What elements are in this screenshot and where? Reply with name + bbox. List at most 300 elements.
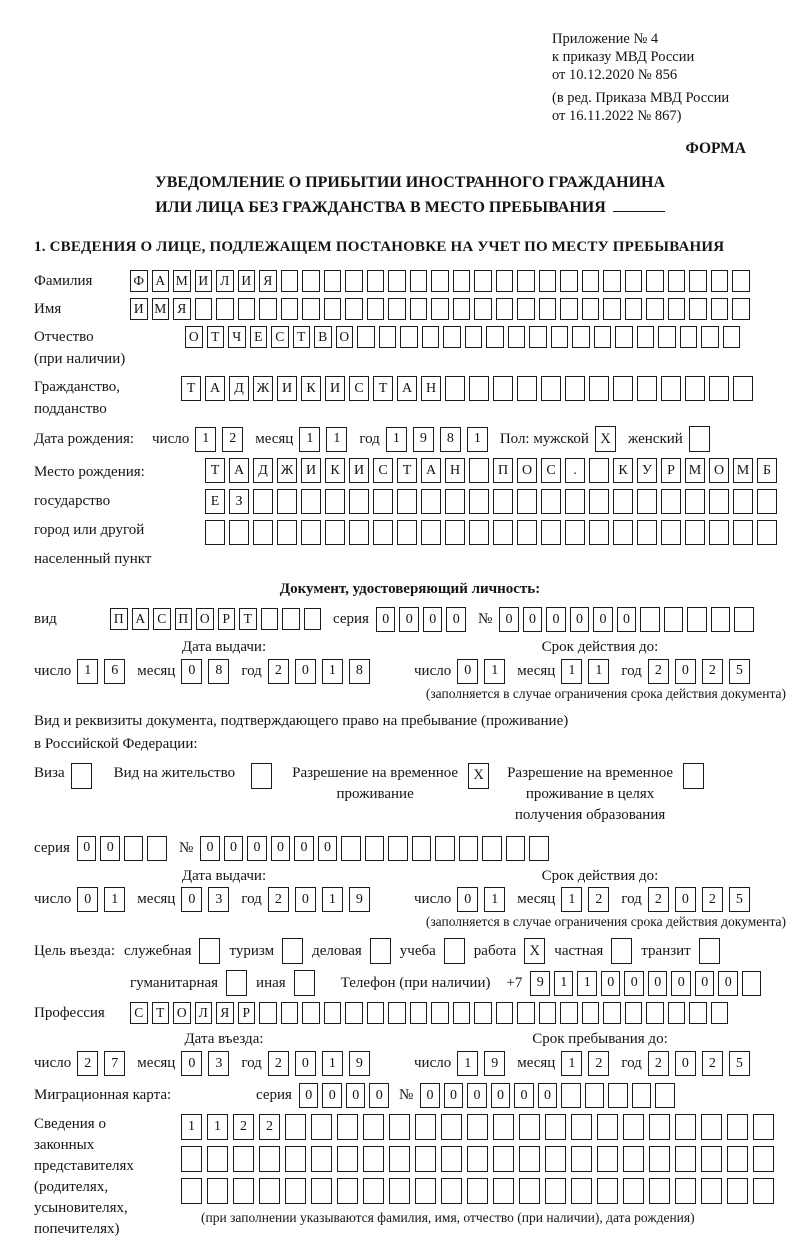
char-cell[interactable] (613, 520, 633, 545)
char-cell[interactable]: 0 (648, 971, 668, 996)
char-cell[interactable]: А (229, 458, 249, 483)
char-cell[interactable] (541, 489, 561, 514)
passport-issue-day-cells[interactable] (77, 659, 125, 684)
char-cell[interactable]: 0 (271, 836, 291, 861)
char-cell[interactable]: Е (205, 489, 225, 514)
char-cell[interactable] (711, 298, 729, 320)
char-cell[interactable] (753, 1146, 774, 1172)
char-cell[interactable]: Т (397, 458, 417, 483)
char-cell[interactable]: 0 (514, 1083, 534, 1108)
char-cell[interactable] (443, 326, 461, 348)
char-cell[interactable] (493, 489, 513, 514)
char-cell[interactable] (668, 1002, 686, 1024)
char-cell[interactable] (637, 520, 657, 545)
char-cell[interactable] (431, 298, 449, 320)
char-cell[interactable] (397, 489, 417, 514)
char-cell[interactable]: Ж (277, 458, 297, 483)
char-cell[interactable] (675, 1114, 696, 1140)
birth-day-cells[interactable] (195, 427, 243, 452)
char-cell[interactable] (467, 1146, 488, 1172)
char-cell[interactable] (261, 608, 279, 630)
char-cell[interactable]: 9 (349, 887, 370, 912)
char-cell[interactable] (431, 1002, 449, 1024)
char-cell[interactable] (632, 1083, 652, 1108)
char-cell[interactable] (259, 1178, 280, 1204)
char-cell[interactable]: С (373, 458, 393, 483)
char-cell[interactable]: А (421, 458, 441, 483)
char-cell[interactable] (582, 298, 600, 320)
char-cell[interactable]: 0 (346, 1083, 366, 1108)
char-cell[interactable] (493, 520, 513, 545)
char-cell[interactable] (324, 298, 342, 320)
char-cell[interactable] (282, 608, 300, 630)
char-cell[interactable] (285, 1178, 306, 1204)
char-cell[interactable] (345, 270, 363, 292)
male-checkbox[interactable]: X (595, 426, 616, 452)
char-cell[interactable]: 0 (376, 607, 396, 632)
char-cell[interactable] (474, 1002, 492, 1024)
char-cell[interactable] (389, 1114, 410, 1140)
char-cell[interactable]: 1 (467, 427, 488, 452)
char-cell[interactable] (753, 1178, 774, 1204)
char-cell[interactable]: Т (239, 608, 257, 630)
char-cell[interactable] (589, 489, 609, 514)
char-cell[interactable] (441, 1178, 462, 1204)
passport-seriya-cells[interactable] (376, 607, 466, 632)
char-cell[interactable]: 8 (349, 659, 370, 684)
char-cell[interactable]: 2 (648, 887, 669, 912)
char-cell[interactable] (469, 458, 489, 483)
char-cell[interactable] (594, 326, 612, 348)
purpose-turizm-checkbox[interactable] (282, 938, 303, 964)
char-cell[interactable]: 0 (675, 659, 696, 684)
char-cell[interactable]: К (325, 458, 345, 483)
char-cell[interactable]: М (685, 458, 705, 483)
char-cell[interactable] (233, 1178, 254, 1204)
char-cell[interactable]: Т (373, 376, 393, 401)
char-cell[interactable] (301, 520, 321, 545)
char-cell[interactable] (517, 270, 535, 292)
char-cell[interactable] (469, 520, 489, 545)
char-cell[interactable] (603, 298, 621, 320)
char-cell[interactable]: Т (205, 458, 225, 483)
char-cell[interactable]: 0 (247, 836, 267, 861)
char-cell[interactable] (689, 1002, 707, 1024)
char-cell[interactable] (325, 489, 345, 514)
birthplace-row3-cells[interactable] (205, 520, 777, 545)
char-cell[interactable] (415, 1178, 436, 1204)
char-cell[interactable]: 1 (104, 887, 125, 912)
char-cell[interactable] (757, 520, 777, 545)
char-cell[interactable]: С (271, 326, 289, 348)
representatives-row3-cells[interactable] (181, 1178, 774, 1204)
char-cell[interactable] (435, 836, 455, 861)
char-cell[interactable]: 0 (77, 836, 97, 861)
char-cell[interactable] (519, 1114, 540, 1140)
char-cell[interactable] (560, 1002, 578, 1024)
char-cell[interactable]: Т (181, 376, 201, 401)
char-cell[interactable] (519, 1178, 540, 1204)
char-cell[interactable]: И (277, 376, 297, 401)
char-cell[interactable] (585, 1083, 605, 1108)
birthplace-row2-cells[interactable] (205, 489, 777, 514)
char-cell[interactable] (410, 270, 428, 292)
char-cell[interactable] (365, 836, 385, 861)
char-cell[interactable] (589, 520, 609, 545)
char-cell[interactable]: 6 (104, 659, 125, 684)
char-cell[interactable] (661, 520, 681, 545)
char-cell[interactable] (301, 489, 321, 514)
char-cell[interactable] (675, 1146, 696, 1172)
char-cell[interactable] (304, 608, 322, 630)
char-cell[interactable]: 2 (702, 659, 723, 684)
char-cell[interactable]: 5 (729, 1051, 750, 1076)
char-cell[interactable] (711, 1002, 729, 1024)
char-cell[interactable] (388, 270, 406, 292)
char-cell[interactable]: У (637, 458, 657, 483)
rvp-seriya-cells[interactable] (77, 836, 167, 861)
char-cell[interactable] (311, 1178, 332, 1204)
char-cell[interactable] (565, 489, 585, 514)
char-cell[interactable] (397, 520, 417, 545)
char-cell[interactable]: О (196, 608, 214, 630)
char-cell[interactable]: 2 (259, 1114, 280, 1140)
char-cell[interactable]: 0 (181, 659, 202, 684)
char-cell[interactable] (561, 1083, 581, 1108)
char-cell[interactable] (689, 270, 707, 292)
char-cell[interactable] (474, 298, 492, 320)
purpose-rabota-checkbox[interactable]: X (524, 938, 545, 964)
passport-number-cells[interactable] (499, 607, 754, 632)
char-cell[interactable] (496, 298, 514, 320)
char-cell[interactable] (732, 298, 750, 320)
char-cell[interactable] (560, 298, 578, 320)
char-cell[interactable] (388, 298, 406, 320)
char-cell[interactable]: 9 (484, 1051, 505, 1076)
rvp-valid-month-cells[interactable] (561, 887, 609, 912)
char-cell[interactable]: 9 (530, 971, 550, 996)
char-cell[interactable]: И (301, 458, 321, 483)
char-cell[interactable]: 0 (399, 607, 419, 632)
birthplace-row1-cells[interactable] (205, 458, 777, 483)
char-cell[interactable] (640, 607, 660, 632)
char-cell[interactable] (493, 376, 513, 401)
char-cell[interactable] (195, 298, 213, 320)
char-cell[interactable]: 3 (208, 887, 229, 912)
char-cell[interactable] (661, 376, 681, 401)
char-cell[interactable] (637, 376, 657, 401)
char-cell[interactable] (727, 1114, 748, 1140)
char-cell[interactable] (685, 376, 705, 401)
char-cell[interactable]: 8 (440, 427, 461, 452)
char-cell[interactable] (469, 489, 489, 514)
char-cell[interactable]: 1 (561, 887, 582, 912)
char-cell[interactable]: А (132, 608, 150, 630)
char-cell[interactable] (709, 520, 729, 545)
char-cell[interactable]: 0 (423, 607, 443, 632)
char-cell[interactable]: 0 (446, 607, 466, 632)
char-cell[interactable]: В (314, 326, 332, 348)
char-cell[interactable] (253, 489, 273, 514)
char-cell[interactable] (675, 1178, 696, 1204)
passport-valid-day-cells[interactable] (457, 659, 505, 684)
birth-year-cells[interactable] (386, 427, 488, 452)
char-cell[interactable]: Ч (228, 326, 246, 348)
char-cell[interactable] (345, 298, 363, 320)
char-cell[interactable]: 2 (648, 1051, 669, 1076)
char-cell[interactable]: 2 (702, 1051, 723, 1076)
char-cell[interactable] (400, 326, 418, 348)
char-cell[interactable]: 1 (322, 1051, 343, 1076)
char-cell[interactable]: Р (661, 458, 681, 483)
char-cell[interactable]: 3 (208, 1051, 229, 1076)
char-cell[interactable] (668, 298, 686, 320)
char-cell[interactable] (589, 458, 609, 483)
char-cell[interactable] (603, 1002, 621, 1024)
char-cell[interactable] (325, 520, 345, 545)
char-cell[interactable] (668, 270, 686, 292)
char-cell[interactable] (324, 1002, 342, 1024)
char-cell[interactable]: Я (173, 298, 191, 320)
char-cell[interactable] (259, 1002, 277, 1024)
stay-year-cells[interactable] (648, 1051, 750, 1076)
char-cell[interactable] (389, 1178, 410, 1204)
char-cell[interactable] (324, 270, 342, 292)
char-cell[interactable] (229, 520, 249, 545)
char-cell[interactable]: 2 (702, 887, 723, 912)
char-cell[interactable]: 0 (491, 1083, 511, 1108)
char-cell[interactable] (529, 326, 547, 348)
char-cell[interactable]: 0 (718, 971, 738, 996)
entry-year-cells[interactable] (268, 1051, 370, 1076)
char-cell[interactable]: 1 (77, 659, 98, 684)
char-cell[interactable]: М (152, 298, 170, 320)
char-cell[interactable] (649, 1114, 670, 1140)
rvp-number-cells[interactable] (200, 836, 549, 861)
char-cell[interactable] (277, 489, 297, 514)
char-cell[interactable]: Р (218, 608, 236, 630)
char-cell[interactable]: 0 (444, 1083, 464, 1108)
char-cell[interactable] (431, 270, 449, 292)
char-cell[interactable]: К (301, 376, 321, 401)
char-cell[interactable]: Д (253, 458, 273, 483)
char-cell[interactable]: 1 (299, 427, 320, 452)
char-cell[interactable] (589, 376, 609, 401)
char-cell[interactable] (281, 270, 299, 292)
char-cell[interactable]: 0 (299, 1083, 319, 1108)
char-cell[interactable] (367, 270, 385, 292)
char-cell[interactable]: 0 (181, 1051, 202, 1076)
char-cell[interactable] (465, 326, 483, 348)
char-cell[interactable] (517, 520, 537, 545)
char-cell[interactable]: А (152, 270, 170, 292)
char-cell[interactable] (259, 1146, 280, 1172)
char-cell[interactable]: 2 (268, 887, 289, 912)
char-cell[interactable] (496, 270, 514, 292)
char-cell[interactable] (623, 1114, 644, 1140)
char-cell[interactable] (701, 326, 719, 348)
char-cell[interactable]: 0 (420, 1083, 440, 1108)
char-cell[interactable] (572, 326, 590, 348)
char-cell[interactable] (373, 489, 393, 514)
char-cell[interactable] (539, 298, 557, 320)
char-cell[interactable] (723, 326, 741, 348)
char-cell[interactable]: 0 (546, 607, 566, 632)
char-cell[interactable] (388, 836, 408, 861)
char-cell[interactable] (551, 326, 569, 348)
char-cell[interactable] (311, 1146, 332, 1172)
char-cell[interactable]: 9 (413, 427, 434, 452)
char-cell[interactable]: М (733, 458, 753, 483)
char-cell[interactable]: 0 (295, 887, 316, 912)
char-cell[interactable] (541, 520, 561, 545)
char-cell[interactable]: К (613, 458, 633, 483)
char-cell[interactable] (506, 836, 526, 861)
female-checkbox[interactable] (689, 426, 710, 452)
char-cell[interactable]: 0 (295, 1051, 316, 1076)
char-cell[interactable]: 2 (222, 427, 243, 452)
temp-permit-edu-checkbox[interactable] (683, 763, 704, 789)
char-cell[interactable]: И (130, 298, 148, 320)
char-cell[interactable] (637, 489, 657, 514)
representatives-row2-cells[interactable] (181, 1146, 774, 1172)
char-cell[interactable]: О (336, 326, 354, 348)
char-cell[interactable] (363, 1114, 384, 1140)
char-cell[interactable] (582, 1002, 600, 1024)
char-cell[interactable] (571, 1146, 592, 1172)
char-cell[interactable] (379, 326, 397, 348)
char-cell[interactable] (608, 1083, 628, 1108)
char-cell[interactable] (517, 376, 537, 401)
migration-number-cells[interactable] (420, 1083, 675, 1108)
char-cell[interactable]: 2 (588, 887, 609, 912)
char-cell[interactable] (302, 1002, 320, 1024)
char-cell[interactable] (687, 607, 707, 632)
char-cell[interactable] (623, 1146, 644, 1172)
char-cell[interactable]: 0 (100, 836, 120, 861)
char-cell[interactable]: 0 (570, 607, 590, 632)
char-cell[interactable] (545, 1114, 566, 1140)
char-cell[interactable]: А (205, 376, 225, 401)
char-cell[interactable]: 7 (104, 1051, 125, 1076)
purpose-chastnaya-checkbox[interactable] (611, 938, 632, 964)
entry-month-cells[interactable] (181, 1051, 229, 1076)
char-cell[interactable] (689, 298, 707, 320)
char-cell[interactable]: 2 (588, 1051, 609, 1076)
char-cell[interactable] (732, 270, 750, 292)
vid-cells[interactable] (110, 608, 321, 630)
char-cell[interactable]: Ф (130, 270, 148, 292)
char-cell[interactable] (467, 1114, 488, 1140)
char-cell[interactable] (597, 1178, 618, 1204)
char-cell[interactable]: 2 (648, 659, 669, 684)
char-cell[interactable]: 0 (499, 607, 519, 632)
char-cell[interactable] (560, 270, 578, 292)
char-cell[interactable] (474, 270, 492, 292)
char-cell[interactable] (259, 298, 277, 320)
char-cell[interactable] (539, 270, 557, 292)
char-cell[interactable] (571, 1114, 592, 1140)
char-cell[interactable] (637, 326, 655, 348)
char-cell[interactable] (685, 520, 705, 545)
char-cell[interactable] (661, 489, 681, 514)
char-cell[interactable]: 0 (294, 836, 314, 861)
char-cell[interactable] (181, 1146, 202, 1172)
char-cell[interactable] (207, 1146, 228, 1172)
char-cell[interactable] (415, 1146, 436, 1172)
char-cell[interactable] (285, 1146, 306, 1172)
char-cell[interactable]: П (493, 458, 513, 483)
char-cell[interactable] (658, 326, 676, 348)
char-cell[interactable]: 0 (671, 971, 691, 996)
char-cell[interactable]: 0 (224, 836, 244, 861)
char-cell[interactable] (467, 1178, 488, 1204)
char-cell[interactable] (373, 520, 393, 545)
entry-day-cells[interactable] (77, 1051, 125, 1076)
passport-valid-month-cells[interactable] (561, 659, 609, 684)
char-cell[interactable] (422, 326, 440, 348)
phone-cells[interactable] (530, 971, 761, 996)
char-cell[interactable] (757, 489, 777, 514)
char-cell[interactable]: 1 (484, 659, 505, 684)
char-cell[interactable] (469, 376, 489, 401)
char-cell[interactable] (496, 1002, 514, 1024)
char-cell[interactable] (733, 520, 753, 545)
purpose-sluzhebnaya-checkbox[interactable] (199, 938, 220, 964)
char-cell[interactable]: С (153, 608, 171, 630)
char-cell[interactable]: . (565, 458, 585, 483)
char-cell[interactable] (701, 1146, 722, 1172)
migration-seriya-cells[interactable] (299, 1083, 389, 1108)
char-cell[interactable] (646, 270, 664, 292)
char-cell[interactable] (341, 836, 361, 861)
char-cell[interactable]: 1 (207, 1114, 228, 1140)
rvp-issue-month-cells[interactable] (181, 887, 229, 912)
char-cell[interactable] (388, 1002, 406, 1024)
char-cell[interactable] (453, 1002, 471, 1024)
char-cell[interactable]: 5 (729, 887, 750, 912)
char-cell[interactable]: Л (216, 270, 234, 292)
char-cell[interactable] (285, 1114, 306, 1140)
char-cell[interactable] (410, 298, 428, 320)
char-cell[interactable]: П (175, 608, 193, 630)
char-cell[interactable] (571, 1178, 592, 1204)
passport-issue-month-cells[interactable] (181, 659, 229, 684)
char-cell[interactable]: О (185, 326, 203, 348)
char-cell[interactable] (597, 1114, 618, 1140)
char-cell[interactable]: И (349, 458, 369, 483)
char-cell[interactable] (625, 270, 643, 292)
char-cell[interactable] (517, 298, 535, 320)
char-cell[interactable] (445, 489, 465, 514)
char-cell[interactable]: 2 (233, 1114, 254, 1140)
rvp-valid-day-cells[interactable] (457, 887, 505, 912)
char-cell[interactable] (517, 1002, 535, 1024)
char-cell[interactable]: З (229, 489, 249, 514)
char-cell[interactable]: 0 (181, 887, 202, 912)
char-cell[interactable] (565, 376, 585, 401)
char-cell[interactable]: Т (293, 326, 311, 348)
char-cell[interactable]: 0 (523, 607, 543, 632)
char-cell[interactable] (680, 326, 698, 348)
char-cell[interactable] (733, 489, 753, 514)
char-cell[interactable] (205, 520, 225, 545)
char-cell[interactable] (493, 1114, 514, 1140)
char-cell[interactable] (281, 1002, 299, 1024)
char-cell[interactable] (664, 607, 684, 632)
purpose-delovaya-checkbox[interactable] (370, 938, 391, 964)
rvp-valid-year-cells[interactable] (648, 887, 750, 912)
